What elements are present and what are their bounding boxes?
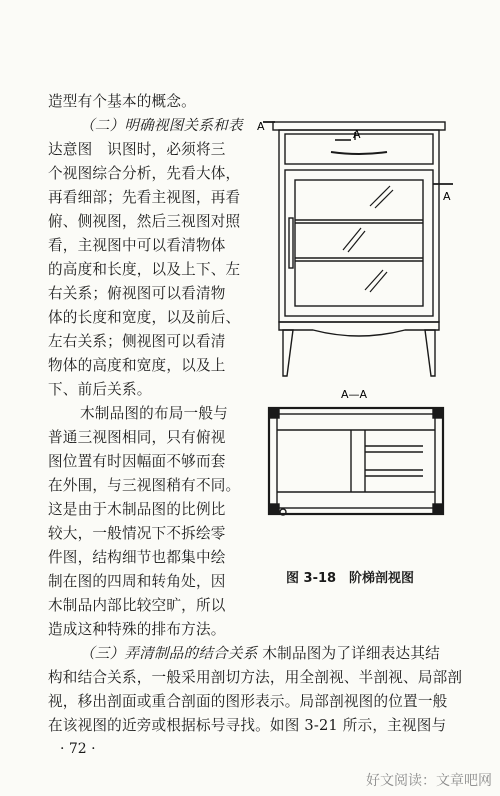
section-heading-3: （三）弄清制品的结合关系: [80, 645, 258, 662]
text-line: 个视图综合分析，先看大体，: [48, 165, 241, 182]
glass-panel: [295, 180, 423, 306]
text-line: 制在图的四周和转角处，因: [48, 573, 226, 590]
section-label-drawer: A: [353, 128, 361, 141]
text-line: 较大，一般情况下不拆绘零: [48, 525, 226, 542]
text-line: 普通三视图相同，只有俯视: [48, 429, 226, 446]
text-span: 木制品图为了详细表达其结: [262, 645, 440, 662]
text-line: 在外围，与三视图稍有不同。: [48, 477, 241, 494]
text-line: [80, 645, 440, 663]
text-line: 造成这种特殊的排布方法。: [48, 621, 226, 638]
text-line: 右关系；俯视图可以看清物: [48, 285, 226, 302]
watermark: 好文阅读：文章吧网: [366, 773, 492, 789]
section-view-title: A—A: [341, 388, 368, 401]
text-line: 物体的高度和宽度，以及上: [48, 357, 226, 374]
text-line: 件图，结构细节也都集中绘: [48, 549, 226, 566]
section-label-left: A: [257, 120, 265, 133]
text-line: 在该视图的近旁或根据标号寻找。如图 3-21 所示，主视图与: [48, 717, 447, 734]
text-line: 这是由于木制品图的比例比: [48, 501, 226, 518]
text-line: 的高度和长度，以及上下、左: [48, 261, 241, 278]
text-line: 再看细部；先看主视图，再看: [48, 189, 241, 206]
drawer-handle: [331, 152, 387, 154]
cabinet-body: [279, 130, 439, 322]
door-frame: [285, 170, 433, 316]
text-line: 视，移出剖面或重合剖面的图形表示。局部剖视图的位置一般: [48, 693, 448, 710]
section-label-right: A: [443, 190, 451, 203]
text-line: 构和结合关系，一般采用剖切方法，用全剖视、半剖视、局部剖: [48, 669, 463, 686]
text-line: 体的长度和宽度，以及前后、: [48, 309, 241, 326]
section-view: [269, 408, 443, 514]
door-handle: [289, 218, 293, 268]
page-number: · 72 ·: [60, 741, 96, 757]
cabinet-drawing: [255, 108, 455, 548]
text-line: 木制品图的布局一般与: [80, 405, 228, 422]
section-heading-2: （二）明确视图关系和表: [80, 117, 243, 134]
text-line: 图位置有时因幅面不够而套: [48, 453, 226, 470]
text-line: 俯、侧视图，然后三视图对照: [48, 213, 241, 230]
text-line: 造型有个基本的概念。: [48, 93, 196, 110]
text-line: 木制品内部比较空旷，所以: [48, 597, 226, 614]
figure-caption: 图 3-18 阶梯剖视图: [286, 571, 415, 586]
text-line: 左右关系；侧视图可以看清: [48, 333, 226, 350]
cabinet-leg-left: [283, 330, 293, 376]
cabinet-drawing-figure: [255, 108, 455, 548]
text-line: 达意图 识图时，必须将三: [48, 141, 226, 158]
cabinet-leg-right: [425, 330, 435, 376]
cabinet-apron: [279, 322, 439, 336]
text-line: 下、前后关系。: [48, 381, 152, 398]
text-line: 看，主视图中可以看清物体: [48, 237, 226, 254]
